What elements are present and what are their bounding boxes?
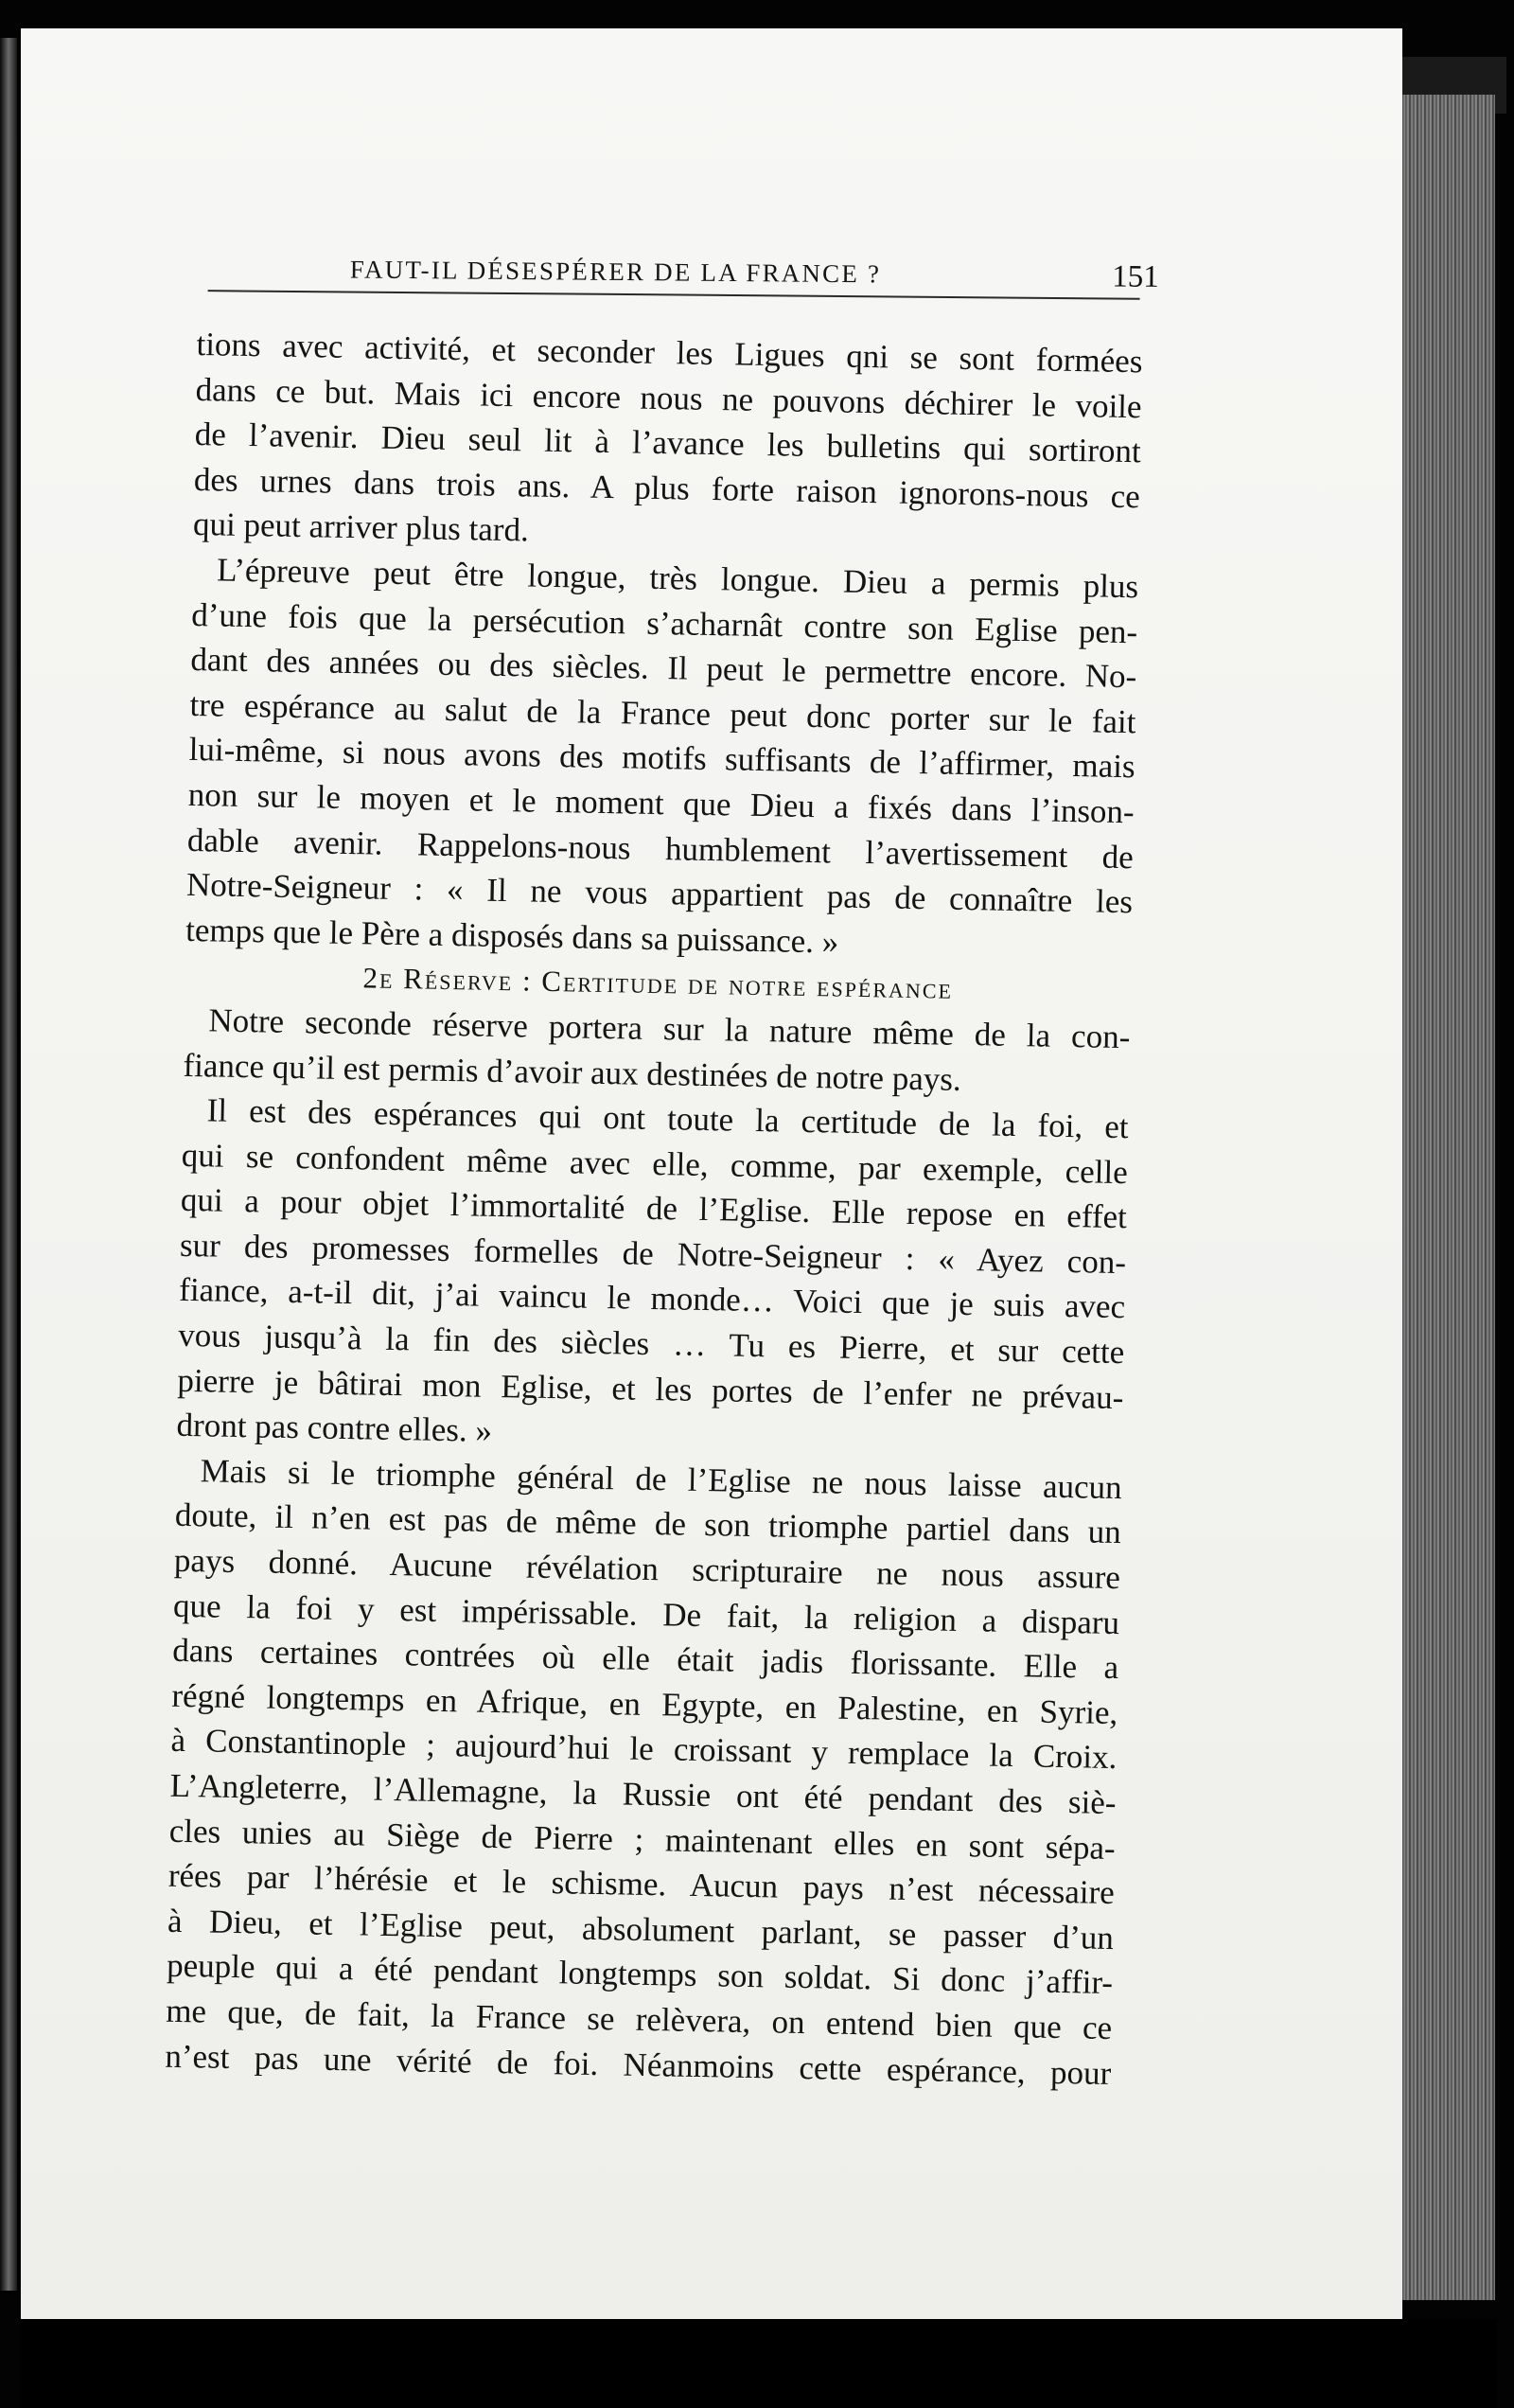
- text-line: tions avec activité, et seconder les Ligues qni se sont formées: [196, 325, 1143, 381]
- text-line: L’Angleterre, l’Allemagne, la Russie ont été pendant des siè-: [169, 1766, 1117, 1822]
- bottom-shadow: [21, 2319, 1497, 2408]
- page-stack-edge: [1402, 95, 1495, 2300]
- text-line: Notre seconde réserve portera sur la nature même de la con-: [208, 1001, 1131, 1056]
- section-heading-text: 2e Réserve : Certitude de notre espérance: [362, 961, 954, 1006]
- text-line: dans ce but. Mais ici encore nous ne pouvons déchirer le voile: [195, 370, 1142, 425]
- text-line: des urnes dans trois ans. A plus forte raison ignorons-nous ce: [193, 460, 1141, 516]
- text-line: dable avenir. Rappelons-nous humblement l’avertissement de: [186, 821, 1135, 876]
- text-line: peuple qui a été pendant longtemps son soldat. Si donc j’affir-: [166, 1947, 1114, 2002]
- text-line: doute, il n’en est pas de même de son triomphe partiel dans un: [174, 1496, 1122, 1551]
- text-line: rées par l’hérésie et le schisme. Aucun pays n’est nécessaire: [167, 1856, 1116, 1912]
- text-line: pierre je bâtirai mon Eglise, et les portes de l’enfer ne prévau-: [177, 1361, 1124, 1416]
- text-line: Notre-Seigneur : « Il ne vous appartient pas de connaître les: [185, 866, 1134, 921]
- body-text: [165, 322, 1143, 2096]
- text-line: pays donné. Aucune révélation scripturaire ne nous assure: [173, 1541, 1121, 1597]
- running-title: FAUT-IL DÉSESPÉRER DE LA FRANCE ?: [349, 255, 882, 289]
- text-line: L’épreuve peut être longue, très longue. Dieu a permis plus: [216, 551, 1139, 606]
- text-line: vous jusqu’à la fin des siècles … Tu es Pierre, et sur cette: [178, 1316, 1125, 1372]
- text-line: temps que le Père a disposés dans sa puissance. »: [185, 911, 839, 961]
- text-line: tre espérance au salut de la France peut donc porter sur le fait: [189, 685, 1136, 741]
- text-line: n’est pas une vérité de foi. Néanmoins cette espérance, pour: [165, 2037, 1112, 2092]
- text-line: fiance qu’il est permis d’avoir aux destinées de notre pays.: [183, 1046, 962, 1098]
- text-line: que la foi y est impérissable. De fait, la religion a disparu: [172, 1586, 1120, 1641]
- text-line: à Constantinople ; aujourd’hui le croissant y remplace la Croix.: [170, 1722, 1118, 1777]
- text-line: de l’avenir. Dieu seul lit à l’avance les bulletins qui sortiront: [194, 416, 1142, 470]
- text-line: sur des promesses formelles de Notre-Seigneur : « Ayez con-: [179, 1226, 1127, 1282]
- text-line: d’une fois que la persécution s’acharnât contre son Eglise pen-: [190, 595, 1138, 650]
- text-line: régné longtemps en Afrique, en Egypte, en Palestine, en Syrie,: [171, 1676, 1118, 1731]
- text-line: fiance, a-t-il dit, j’ai vaincu le monde… Voici que je suis avec: [178, 1271, 1126, 1326]
- text-line: Il est des espérances qui ont toute la certitude de la foi, et: [206, 1091, 1129, 1146]
- text-line: à Dieu, et l’Eglise peut, absolument parlant, se passer d’un: [167, 1902, 1115, 1956]
- book-spine-edge: [0, 38, 17, 2291]
- text-line: cles unies au Siège de Pierre ; maintenant elles en sont sépa-: [168, 1812, 1116, 1867]
- text-line: qui a pour objet l’immortalité de l’Eglise. Elle repose en effet: [180, 1181, 1128, 1236]
- text-line: dront pas contre elles. »: [176, 1407, 493, 1450]
- text-line: qui se confondent même avec elle, comme, par exemple, celle: [181, 1136, 1129, 1191]
- text-line: dant des années ou des siècles. Il peut le permettre encore. No-: [190, 641, 1137, 696]
- text-line: me que, de fait, la France se relèvera, on entend bien que ce: [165, 1992, 1113, 2046]
- text-line: dans certaines contrées où elle était jadis florissante. Elle a: [171, 1631, 1119, 1687]
- text-line: Mais si le triomphe général de l’Eglise ne nous laisse aucun: [200, 1452, 1122, 1506]
- page-number: 151: [1112, 259, 1159, 294]
- text-line: qui peut arriver plus tard.: [192, 505, 530, 549]
- text-line: non sur le moyen et le moment que Dieu a fixés dans l’inson-: [187, 775, 1136, 831]
- text-line: lui-même, si nous avons des motifs suffisants de l’affirmer, mais: [188, 731, 1136, 786]
- running-header: [189, 248, 1159, 304]
